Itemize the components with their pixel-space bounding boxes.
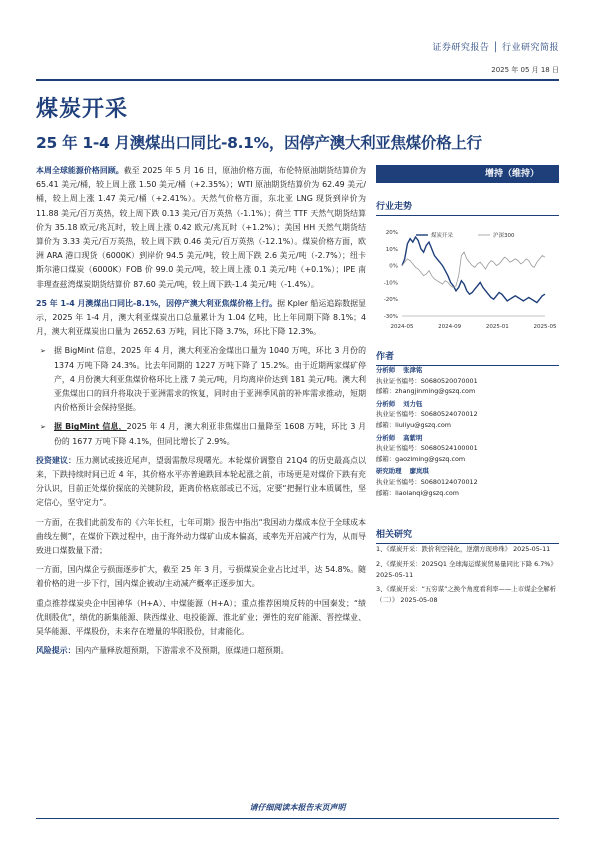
paragraph-lead: 25 年 1-4 月澳煤出口同比-8.1%，因停产澳大利亚焦煤价格上行。 — [36, 298, 278, 308]
paragraph-recommendations: 重点推荐煤炭央企中国神华（H+A）、中煤能源（H+A）；重点推荐困境反转的中国秦发；“绩优則股优”，绩优的新集能源、陕西煤业、电投能源、淮北矿业；弹性的兖矿能源、晋控煤业、昊华能源、平煤股份，未来存在增量的华阳股份，甘肃能化。 — [36, 598, 366, 637]
author-cert: 执业证书编号：S0680524070012 — [376, 410, 478, 419]
author-name: 张津铭 — [403, 366, 423, 374]
author-role: 研究助理 — [376, 467, 402, 476]
footer-divider — [36, 818, 559, 819]
author-role: 分析师 — [376, 433, 396, 442]
main-body — [36, 164, 366, 664]
paragraph-australia-exports — [36, 297, 366, 340]
y-tick-label: -20% — [383, 297, 398, 304]
report-header — [432, 40, 559, 75]
header-divider — [36, 79, 559, 81]
related-heading: 相关研究 — [376, 527, 559, 544]
report-type-tags: 证券研究报告 │ 行业研究简报 — [432, 43, 559, 53]
author-role: 分析师 — [376, 366, 396, 374]
authors-heading: 作者 — [376, 349, 559, 366]
author-name: 刘力钰 — [403, 399, 423, 408]
y-tick-label: 0% — [389, 263, 398, 270]
y-tick-label: 20% — [385, 230, 398, 236]
paragraph-lead: 本周全球能源价格回顾。 — [36, 166, 124, 175]
paragraph-risk — [36, 644, 366, 658]
paragraph-text: 国内产量释放超预期，下游需求不及预期，原煤进口超预期。 — [75, 646, 289, 656]
paragraph-energy-prices — [36, 164, 366, 292]
y-tick-label: -30% — [383, 314, 398, 320]
x-tick-label: 2025-05 — [533, 324, 557, 330]
y-tick-label: -10% — [383, 280, 398, 287]
authors-list — [376, 365, 559, 500]
report-headline: 25 年 1-4 月澳煤出口同比-8.1%，因停产澳大利亚焦煤价格上行 — [36, 134, 482, 152]
author-entry — [376, 365, 559, 397]
y-tick-label: 10% — [385, 246, 398, 253]
author-name: 廖岚琪 — [409, 467, 429, 476]
rating-badge: 增持（维持） — [376, 165, 559, 183]
author-cert: 执业证书编号：S0680520070001 — [376, 376, 478, 385]
bullet-met-coal: ➢ 据 BigMint 信息，2025 年 4 月，澳大利亚冶金煤出口量为 1040 万吨，环比 3 月份的 1374 万吨下降 24.3%。比去年同期的 1227 万吨下降了 15.2%。由于近期两家煤矿停产，4 月份澳大利亚焦煤价格环比上涨 7 美元/吨，月均离岸价达到 181 美元/吨。澳大利亚焦煤出口的回升将取决于亚洲需求的恢复，同时由于亚洲季风前的补库需求推动，短期内价格预计会保持坚挺。 — [36, 344, 366, 415]
author-entry — [376, 399, 559, 431]
legend-label: 煤炭开采 — [431, 233, 454, 239]
x-tick-label: 2024-05 — [390, 324, 414, 330]
disclaimer-footer: 请仔细阅读本报告末页声明 — [249, 803, 346, 812]
author-email[interactable]: 邮箱：liaolanqi@gszq.com — [376, 488, 459, 497]
author-entry — [376, 466, 559, 498]
trend-chart-svg — [376, 224, 559, 332]
legend-label: 沪深300 — [493, 233, 515, 239]
bullet-thermal-coal — [36, 420, 366, 448]
paragraph-text: 2025 年 4 月，澳大利亚非焦煤出口量降至 1608 万吨，环比 3 月份的 1677 万吨下降 4.1%，但同比增长了 2.9%。 — [54, 422, 366, 446]
paragraph-import-view: 一方面，在我们此前发布的《六年长杠，七年可期》报告中指出“我国动力煤成本位于全球成本曲线左侧”，在煤价下跌过程中，由于海外动力煤矿山成本偏高，或率先开启减产行为，从而导致进口煤数量下滑； — [36, 517, 366, 556]
sector-title: 煤炭开采 — [36, 96, 129, 122]
author-cert: 执业证书编号：S0680124070012 — [376, 477, 478, 486]
paragraph-lead: 风险提示： — [36, 646, 76, 656]
x-tick-label: 2024-09 — [438, 324, 462, 330]
author-email[interactable]: 邮箱：liuliyu@gszq.com — [376, 420, 452, 429]
industry-trend-chart — [376, 224, 559, 332]
author-email[interactable]: 邮箱：gaoziming@gszq.com — [376, 454, 466, 463]
author-name: 高紫明 — [403, 433, 423, 442]
paragraph-text: 据 Kpler 船运追踪数据显示，2025 年 1-4 月，澳大利亚煤炭出口总量累计为 1.04 亿吨，比上年同期下降 8.1%；4 月，澳大利亚煤炭出口量为 2652.63 万吨，同比下降 3.7%，环比下降 12.3%。 — [36, 298, 366, 337]
paragraph-domestic-view: 一方面，国内煤企亏损面逐步扩大，截至 25 年 3 月，亏损煤炭企业占比过半，达 54.8%。随着价格的进一步下行，国内煤企被动/主动减产概率正逐步加大。 — [36, 565, 366, 589]
paragraph-text: 截至 2025 年 5 月 16 日，原油价格方面，布伦特原油期货结算价为 65.41 美元/桶，较上周上涨 1.50 美元/桶（+2.35%）；WTI 原油期货结算价为 62.49 美元/桶，较上周上涨 1.47 美元/桶（+2.41%）。天然气价格方面，东北亚 LNG 现货到岸价为 11.88 美元/百万英热，较上周下跌 0.13 美元/百万英热（-1.1%）；荷兰 TTF 天然气期货结算价为 35.18 欧元/兆瓦时，较上周上涨 0.42 欧元/兆瓦时（+1.2%）；美国 HH 天然气期货结算价为 3.33 美元/百万英热，较上周下跌 0.46 美元/百万英热（-12.1%）。煤炭价格方面，欧洲 ARA 港口现货（6000K）到岸价 94.5 美元/吨，较上周下跌 2.6 美元/吨（-2.7%）；纽卡斯尔港口煤炭（6000K）FOB 价 99.0 美元/吨，较上周上涨 0.1 美元/吨（+0.1%）；IPE 南非理查兹湾煤炭期货结算价 87.60 美元/吨，较上周下跌-1.4 美元/吨（-1.4%）。 — [36, 166, 366, 289]
paragraph-lead: 投资建议： — [36, 455, 76, 465]
series-line-csi300 — [402, 252, 545, 287]
author-email[interactable]: 邮箱：zhangjinming@gszq.com — [376, 387, 476, 396]
bigmint-link[interactable]: 据 BigMint 信息， — [54, 422, 127, 432]
related-research-item[interactable]: 1、《煤炭开采：跌价利空钝化，逆潮方现珍珠》 2025-05-11 — [376, 545, 551, 553]
related-research-item[interactable]: 3、《煤炭开采：“五穷谋”之换个角度看利率——上市煤企全解析（二）》 2025-05-08 — [376, 585, 557, 605]
author-entry — [376, 433, 559, 465]
paragraph-investment-advice — [36, 454, 366, 511]
series-line-coal — [402, 237, 545, 303]
trend-heading: 行业走势 — [376, 199, 559, 216]
related-research-item[interactable]: 2、《煤炭开采：2025Q1 全球海运煤炭贸易量同比下降 6.7%》 2025-05-11 — [376, 559, 557, 579]
related-research-list — [376, 544, 559, 610]
author-role: 分析师 — [376, 399, 396, 408]
x-tick-label: 2025-01 — [485, 324, 509, 330]
author-cert: 执业证书编号：S0680524100001 — [376, 444, 478, 453]
report-date: 2025 年 05 月 18 日 — [491, 66, 559, 74]
paragraph-text: 压力测试或接近尾声，望弱需散尽现曙光。本轮煤价调整自 21Q4 的历史最高点以来，下跌持续时间已近 4 年，其价格水平亦普遍跌回本轮起涨之前，市场更是对煤价下跌有充分认识，目前正处煤价探底的关键阶段，距离价格底部或已不远，定要“把握行业本质属性，坚定信心，坚守定力”。 — [36, 455, 366, 508]
